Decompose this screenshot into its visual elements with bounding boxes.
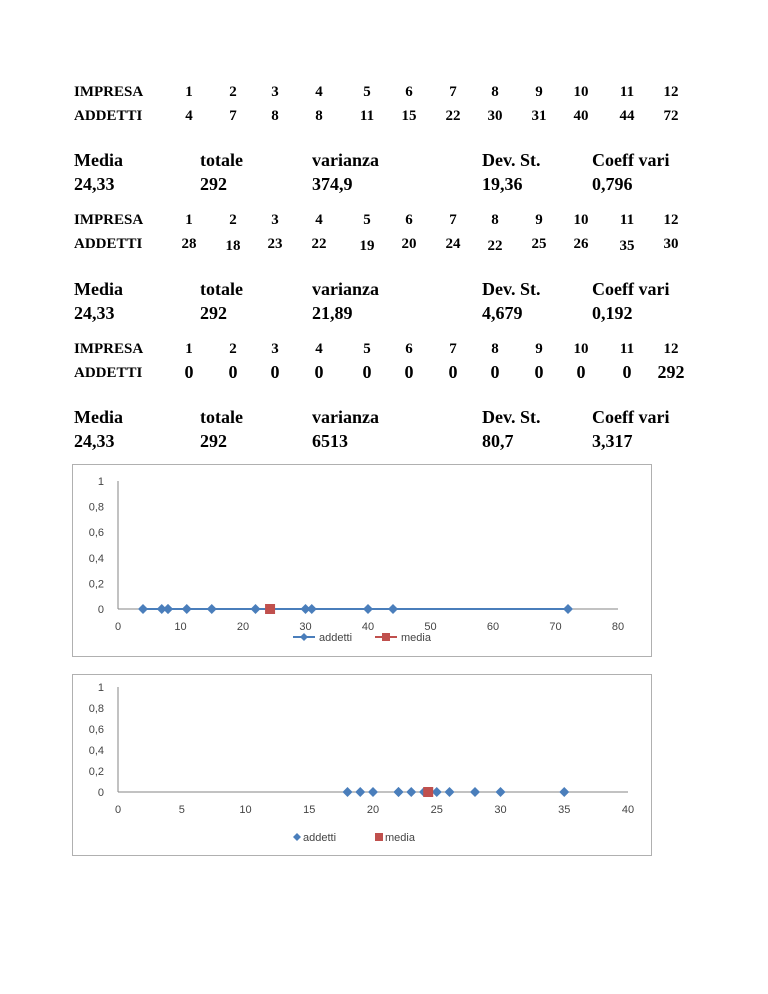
impresa-cell: 11 xyxy=(619,341,635,357)
addetti-cell: 8 xyxy=(315,108,323,124)
addetti-cell: 0 xyxy=(184,362,194,382)
data-point-addetti xyxy=(445,787,455,797)
impresa-cell: 4 xyxy=(315,341,323,357)
addetti-cell: 28 xyxy=(181,236,197,252)
media-label: Media xyxy=(74,407,123,427)
data-point-addetti xyxy=(470,787,480,797)
coeff-label: Coeff vari xyxy=(592,407,670,427)
addetti-cell: 0 xyxy=(490,362,500,382)
data-point-addetti xyxy=(559,787,569,797)
impresa-cell: 7 xyxy=(449,84,457,100)
devst-value: 4,679 xyxy=(482,303,523,323)
devst-value: 19,36 xyxy=(482,174,523,194)
addetti-label: ADDETTI xyxy=(74,108,143,124)
coeff-value: 3,317 xyxy=(592,431,633,451)
impresa-cell: 4 xyxy=(315,212,323,228)
data-point-addetti xyxy=(563,604,573,614)
impresa-cell: 5 xyxy=(363,341,371,357)
addetti-cell: 0 xyxy=(362,362,372,382)
chart-svg xyxy=(73,465,653,658)
data-point-media xyxy=(265,604,275,614)
addetti-cell: 0 xyxy=(270,362,280,382)
addetti-cell: 18 xyxy=(225,238,241,254)
impresa-cell: 2 xyxy=(229,212,237,228)
legend-label-addetti: addetti xyxy=(303,832,337,844)
varianza-value: 6513 xyxy=(312,431,348,451)
x-tick-label: 70 xyxy=(549,621,562,633)
x-tick-label: 35 xyxy=(558,804,571,816)
impresa-cell: 1 xyxy=(185,212,193,228)
addetti-cell: 0 xyxy=(534,362,544,382)
impresa-cell: 2 xyxy=(229,341,237,357)
addetti-cell: 30 xyxy=(487,108,503,124)
chart-addetti-2 xyxy=(72,674,652,856)
data-point-addetti xyxy=(343,787,353,797)
totale-value: 292 xyxy=(200,431,227,451)
legend-marker-addetti xyxy=(300,633,308,641)
data-point-addetti xyxy=(432,787,442,797)
impresa-cell: 5 xyxy=(363,212,371,228)
addetti-cell: 22 xyxy=(445,108,461,124)
varianza-label: varianza xyxy=(312,407,379,427)
devst-label: Dev. St. xyxy=(482,150,541,170)
totale-value: 292 xyxy=(200,174,227,194)
impresa-cell: 5 xyxy=(363,84,371,100)
addetti-cell: 292 xyxy=(657,362,685,382)
y-tick-label: 0,2 xyxy=(88,766,104,778)
legend-marker-addetti xyxy=(293,833,301,841)
addetti-cell: 0 xyxy=(448,362,458,382)
data-point-addetti xyxy=(406,787,416,797)
data-point-addetti xyxy=(368,787,378,797)
addetti-cell: 35 xyxy=(619,238,635,254)
coeff-label: Coeff vari xyxy=(592,279,670,299)
totale-label: totale xyxy=(200,279,243,299)
legend-marker-media xyxy=(382,633,390,641)
addetti-cell: 0 xyxy=(576,362,586,382)
x-tick-label: 0 xyxy=(114,621,122,633)
addetti-cell: 0 xyxy=(404,362,414,382)
x-tick-label: 25 xyxy=(430,804,443,816)
impresa-cell: 8 xyxy=(491,84,499,100)
addetti-label: ADDETTI xyxy=(74,365,143,381)
legend-label-addetti: addetti xyxy=(319,632,353,644)
x-tick-label: 10 xyxy=(239,804,252,816)
x-tick-label: 20 xyxy=(236,621,250,633)
media-label: Media xyxy=(74,150,123,170)
impresa-cell: 11 xyxy=(619,212,635,228)
coeff-value: 0,796 xyxy=(592,174,633,194)
data-point-addetti xyxy=(163,604,173,614)
chart-addetti-1 xyxy=(72,464,652,657)
y-tick-label: 0,2 xyxy=(88,578,104,591)
totale-label: totale xyxy=(200,407,243,427)
y-tick-label: 0,8 xyxy=(88,501,104,514)
y-tick-label: 0,6 xyxy=(88,527,104,540)
addetti-cell: 23 xyxy=(267,236,283,252)
data-point-addetti xyxy=(182,604,192,614)
impresa-cell: 10 xyxy=(573,212,589,228)
y-tick-label: 0,4 xyxy=(88,552,104,565)
impresa-cell: 10 xyxy=(573,84,589,100)
data-point-addetti xyxy=(388,604,398,614)
x-tick-label: 0 xyxy=(114,804,122,816)
impresa-label: IMPRESA xyxy=(74,84,144,100)
varianza-value: 21,89 xyxy=(312,303,353,323)
data-point-addetti xyxy=(394,787,404,797)
totale-value: 292 xyxy=(200,303,227,323)
addetti-cell: 26 xyxy=(573,236,589,252)
addetti-cell: 72 xyxy=(663,108,679,124)
x-tick-label: 30 xyxy=(494,804,507,816)
totale-label: totale xyxy=(200,150,243,170)
x-tick-label: 30 xyxy=(299,621,312,633)
x-tick-label: 40 xyxy=(361,621,375,633)
y-tick-label: 0 xyxy=(97,787,104,799)
devst-label: Dev. St. xyxy=(482,279,541,299)
devst-label: Dev. St. xyxy=(482,407,541,427)
x-tick-label: 50 xyxy=(424,621,437,633)
data-point-media xyxy=(423,787,433,797)
legend xyxy=(293,632,432,644)
impresa-cell: 3 xyxy=(271,212,279,228)
addetti-cell: 22 xyxy=(311,236,327,252)
addetti-label: ADDETTI xyxy=(74,236,143,252)
addetti-cell: 0 xyxy=(228,362,238,382)
legend xyxy=(293,832,416,844)
media-value: 24,33 xyxy=(74,303,115,323)
x-tick-label: 60 xyxy=(486,621,500,633)
media-value: 24,33 xyxy=(74,431,115,451)
data-point-addetti xyxy=(251,604,261,614)
addetti-cell: 31 xyxy=(531,108,547,124)
addetti-cell: 30 xyxy=(663,236,679,252)
media-label: Media xyxy=(74,279,123,299)
addetti-cell: 25 xyxy=(531,236,547,252)
impresa-cell: 7 xyxy=(449,212,457,228)
addetti-cell: 11 xyxy=(359,108,375,124)
x-tick-label: 40 xyxy=(621,804,635,816)
addetti-cell: 7 xyxy=(229,108,237,124)
coeff-value: 0,192 xyxy=(592,303,633,323)
legend-label-media: media xyxy=(385,832,415,844)
data-point-addetti xyxy=(138,604,148,614)
x-tick-label: 10 xyxy=(174,621,187,633)
addetti-cell: 19 xyxy=(359,238,375,254)
impresa-cell: 8 xyxy=(491,212,499,228)
addetti-cell: 20 xyxy=(401,236,417,252)
chart-svg xyxy=(73,675,653,857)
impresa-cell: 6 xyxy=(405,341,413,357)
x-tick-label: 80 xyxy=(611,621,625,633)
addetti-cell: 22 xyxy=(487,238,503,254)
impresa-cell: 11 xyxy=(619,84,635,100)
varianza-label: varianza xyxy=(312,279,379,299)
impresa-cell: 2 xyxy=(229,84,237,100)
data-point-addetti xyxy=(207,604,217,614)
varianza-label: varianza xyxy=(312,150,379,170)
impresa-cell: 1 xyxy=(185,341,193,357)
y-tick-label: 1 xyxy=(97,476,104,488)
impresa-cell: 4 xyxy=(315,84,323,100)
addetti-cell: 15 xyxy=(401,108,417,124)
data-point-addetti xyxy=(363,604,373,614)
x-tick-label: 5 xyxy=(178,804,185,816)
impresa-cell: 12 xyxy=(663,341,679,357)
data-point-addetti xyxy=(496,787,506,797)
impresa-cell: 6 xyxy=(405,84,413,100)
data-point-addetti xyxy=(355,787,365,797)
legend-marker-media xyxy=(375,833,383,841)
impresa-cell: 10 xyxy=(573,341,589,357)
addetti-cell: 24 xyxy=(445,236,461,252)
impresa-label: IMPRESA xyxy=(74,212,144,228)
devst-value: 80,7 xyxy=(482,431,514,451)
impresa-cell: 9 xyxy=(535,212,543,228)
data-point-addetti xyxy=(307,604,317,614)
impresa-cell: 3 xyxy=(271,341,279,357)
impresa-cell: 1 xyxy=(185,84,193,100)
y-tick-label: 0 xyxy=(97,604,104,616)
addetti-cell: 8 xyxy=(271,108,279,124)
varianza-value: 374,9 xyxy=(312,174,353,194)
impresa-cell: 9 xyxy=(535,341,543,357)
impresa-cell: 8 xyxy=(491,341,499,357)
y-tick-label: 0,4 xyxy=(88,745,104,757)
coeff-label: Coeff vari xyxy=(592,150,670,170)
x-tick-label: 15 xyxy=(303,804,316,816)
y-tick-label: 0,6 xyxy=(88,724,104,736)
addetti-cell: 40 xyxy=(573,108,589,124)
impresa-cell: 12 xyxy=(663,84,679,100)
impresa-cell: 6 xyxy=(405,212,413,228)
y-tick-label: 0,8 xyxy=(88,703,104,715)
addetti-cell: 4 xyxy=(185,108,193,124)
impresa-cell: 3 xyxy=(271,84,279,100)
y-tick-label: 1 xyxy=(97,682,104,694)
addetti-cell: 44 xyxy=(619,108,635,124)
impresa-cell: 12 xyxy=(663,212,679,228)
addetti-cell: 0 xyxy=(314,362,324,382)
x-tick-label: 20 xyxy=(366,804,380,816)
addetti-cell: 0 xyxy=(622,362,632,382)
impresa-cell: 7 xyxy=(449,341,457,357)
impresa-label: IMPRESA xyxy=(74,341,144,357)
legend-label-media: media xyxy=(401,632,431,644)
impresa-cell: 9 xyxy=(535,84,543,100)
media-value: 24,33 xyxy=(74,174,115,194)
